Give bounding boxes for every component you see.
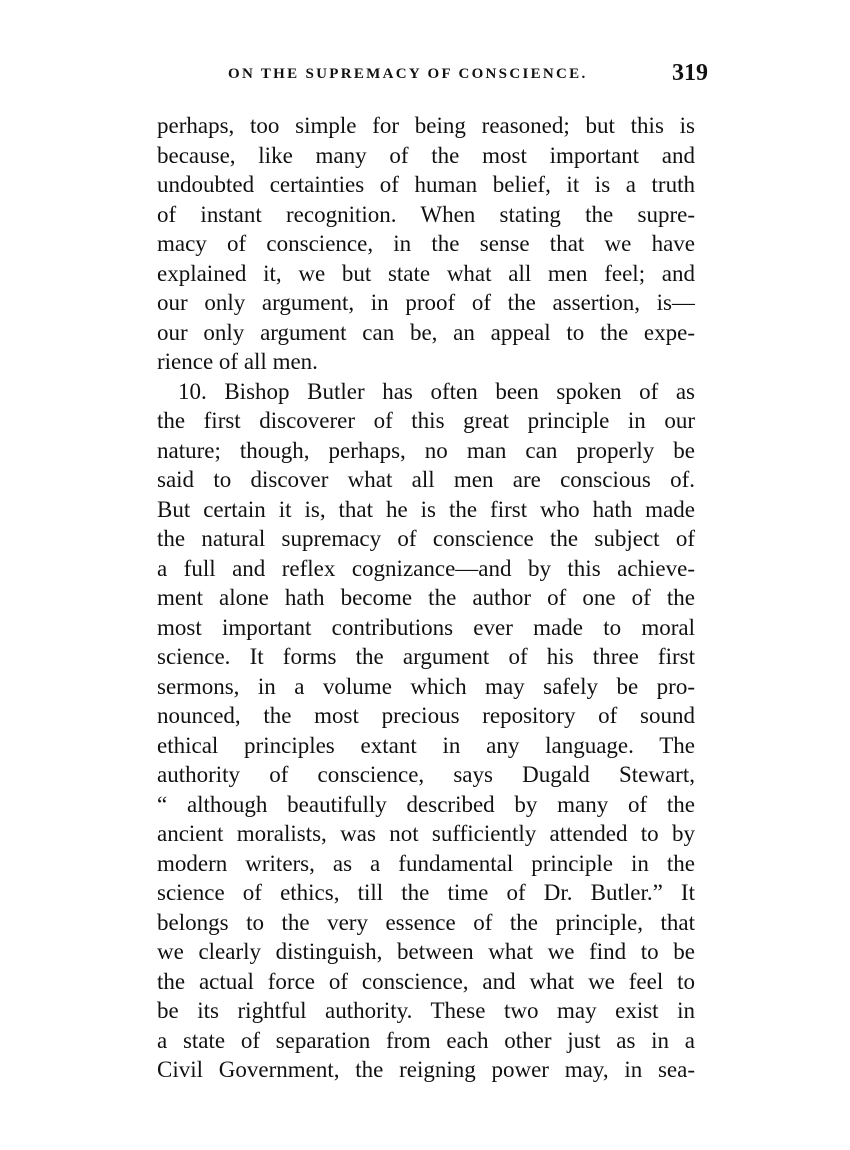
paragraph-end-line: rience of all men. bbox=[157, 349, 318, 374]
text-line: explained it, we but state what all men feel; and bbox=[157, 260, 695, 286]
text-line: macy of conscience, in the sense that we have bbox=[157, 231, 695, 256]
text-line: the natural supremacy of conscience the subject of bbox=[157, 526, 695, 551]
text-line: science of ethics, till the time of Dr. Butler.” It bbox=[157, 880, 695, 905]
text-line: perhaps, too simple for being reasoned; but this is bbox=[157, 113, 695, 138]
text-line: because, like many of the most important and bbox=[157, 142, 695, 168]
text-line: ment alone hath become the author of one of the bbox=[157, 585, 695, 610]
text-line: undoubted certainties of human belief, it is a truth bbox=[157, 172, 695, 197]
text-line: modern writers, as a fundamental principle in the bbox=[157, 850, 695, 876]
text-line: most important contributions ever made to moral bbox=[157, 614, 695, 640]
paragraph-start-line: 10. Bishop Butler has often been spoken of as bbox=[178, 378, 695, 404]
text-line: nature; though, perhaps, no man can properly be bbox=[157, 437, 695, 463]
text-line: of instant recognition. When stating the supre- bbox=[157, 201, 695, 227]
text-line: belongs to the very essence of the principle, that bbox=[157, 909, 695, 935]
text-line: sermons, in a volume which may safely be pro- bbox=[157, 673, 695, 699]
text-line: we clearly distinguish, between what we find to be bbox=[157, 939, 695, 964]
text-line: the actual force of conscience, and what we feel to bbox=[157, 968, 695, 994]
text-line: “ although beautifully described by many of the bbox=[157, 791, 695, 817]
text-line: our only argument, in proof of the assertion, is— bbox=[157, 290, 695, 315]
running-title: ON THE SUPREMACY OF CONSCIENCE. bbox=[228, 66, 588, 82]
text-line: Civil Government, the reigning power may, in sea- bbox=[157, 1057, 695, 1082]
text-line: a full and reflex cognizance—and by this achieve- bbox=[157, 555, 695, 581]
text-line: science. It forms the argument of his three first bbox=[157, 644, 695, 669]
page-number: 319 bbox=[672, 60, 708, 86]
running-head bbox=[228, 60, 708, 92]
text-line: authority of conscience, says Dugald Stewart, bbox=[157, 762, 695, 787]
text-line: our only argument can be, an appeal to the expe- bbox=[157, 319, 695, 345]
text-line: be its rightful authority. These two may exist in bbox=[157, 998, 695, 1023]
text-line: ancient moralists, was not sufficiently attended to by bbox=[157, 821, 695, 846]
body-text bbox=[157, 111, 695, 1085]
text-line: said to discover what all men are conscious of. bbox=[157, 467, 695, 492]
text-line: But certain it is, that he is the first who hath made bbox=[157, 496, 695, 522]
text-line: nounced, the most precious repository of sound bbox=[157, 703, 695, 728]
text-line: the first discoverer of this great principle in our bbox=[157, 408, 695, 433]
text-line: a state of separation from each other just as in a bbox=[157, 1027, 695, 1053]
text-line: ethical principles extant in any language. The bbox=[157, 732, 695, 758]
